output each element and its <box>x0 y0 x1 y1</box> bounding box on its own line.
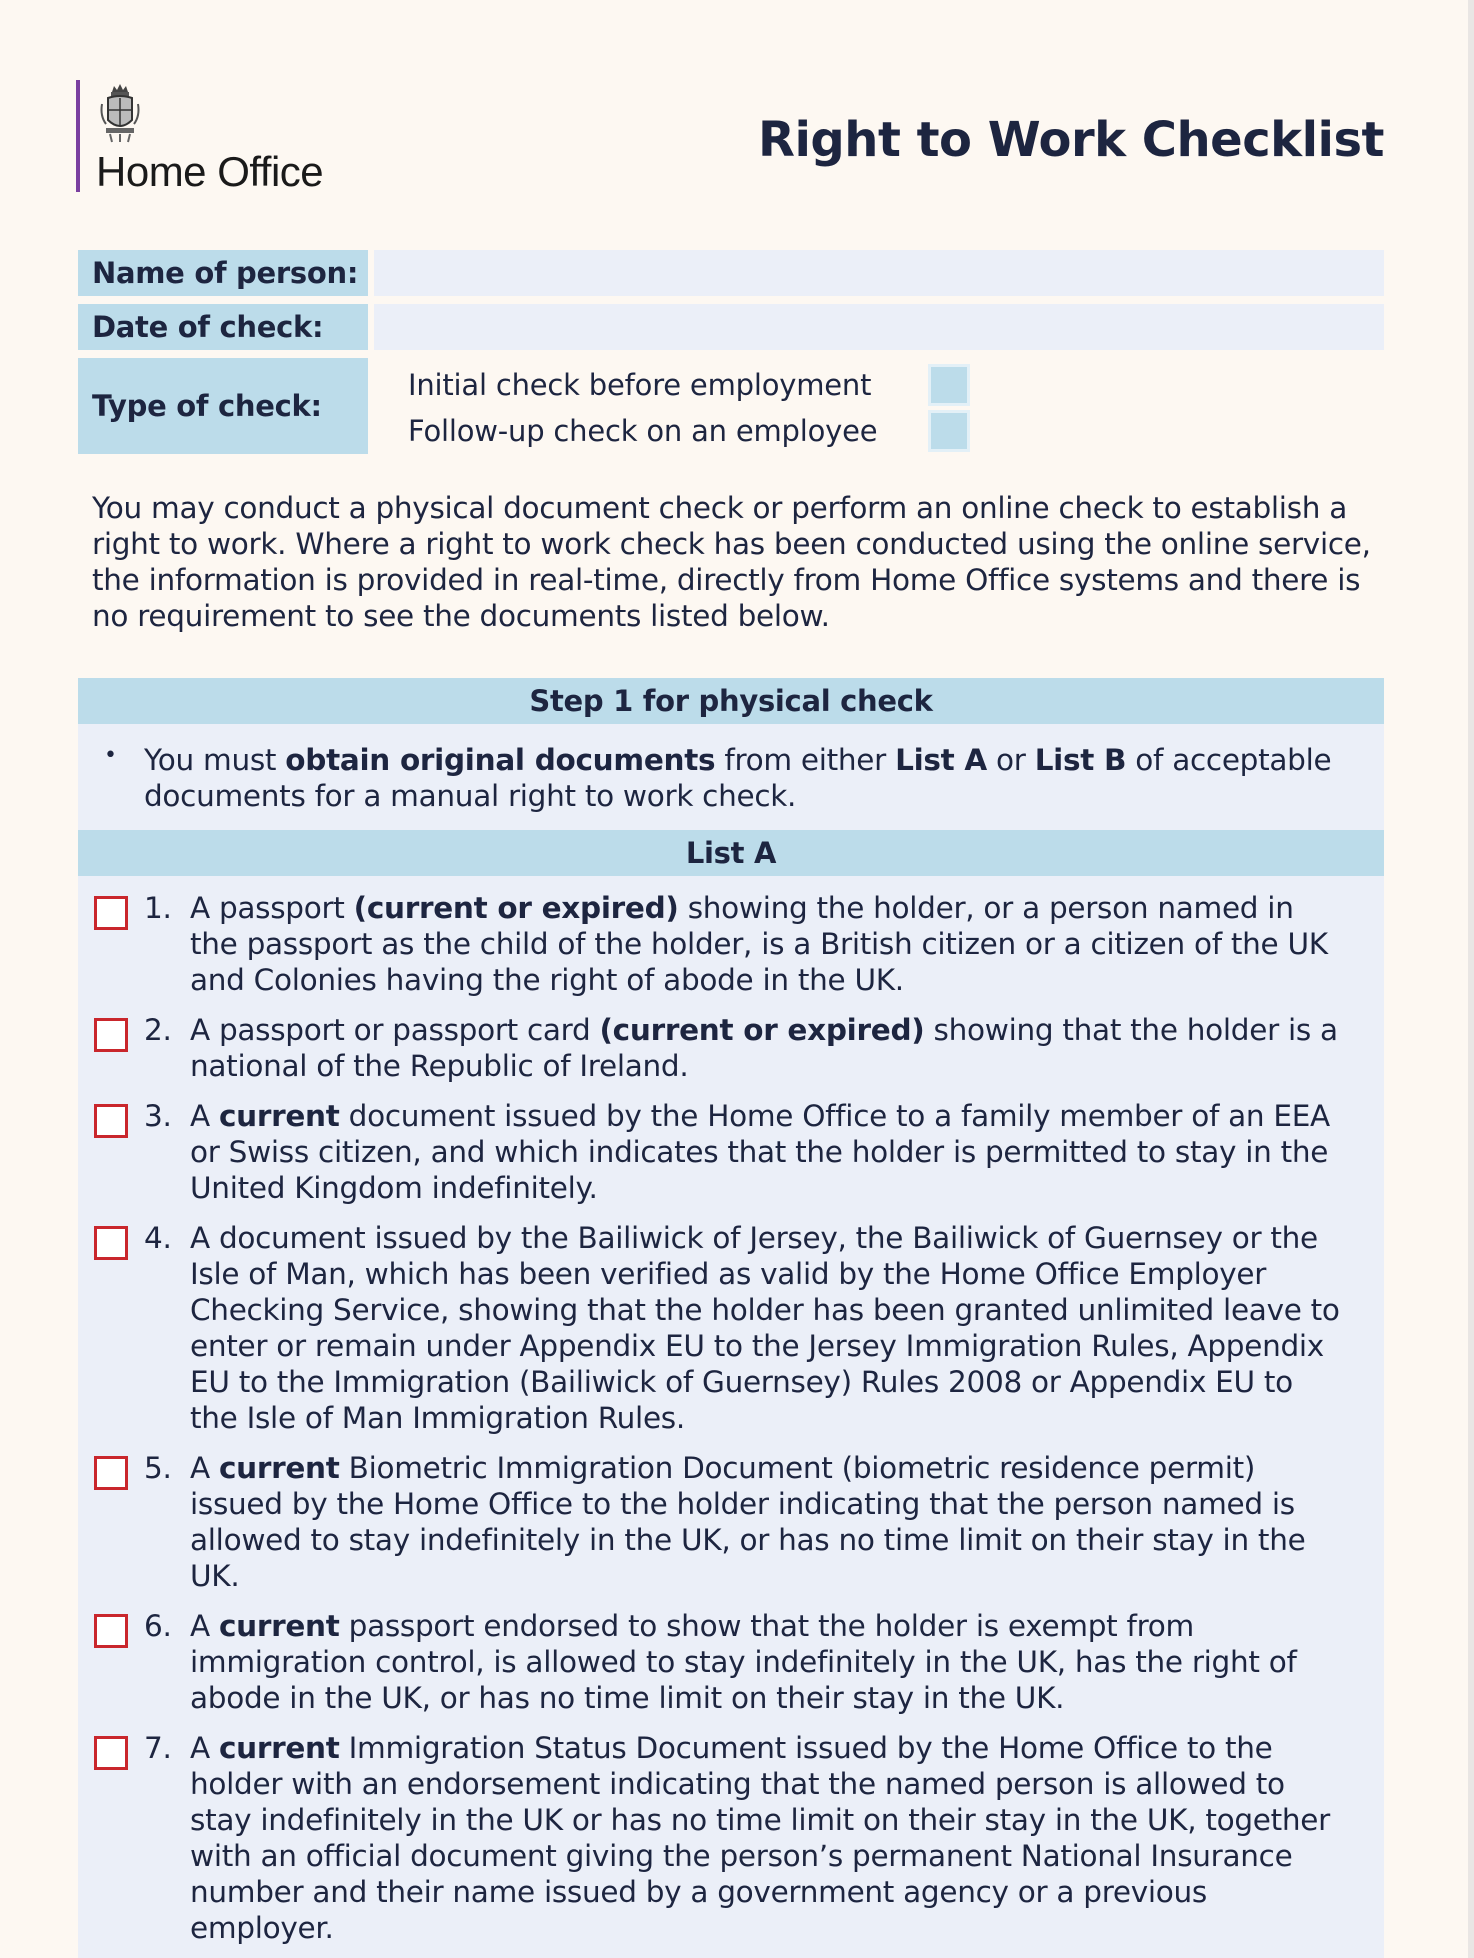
step1-text: You must obtain original documents from either List A or List B of acceptable documents for a manual right to work check. <box>144 743 1332 813</box>
name-row <box>78 250 1384 296</box>
type-option-followup <box>408 408 970 454</box>
checkbox-icon[interactable] <box>94 1226 128 1260</box>
checklist-panel <box>78 678 1384 1958</box>
intro-paragraph: You may conduct a physical document check or perform an online check to establish a right to work. Where a right to work check has been conducted using the online service, the information is provided in real-time, directly from Home Office systems and there is no requirement to see the documents listed below. <box>92 491 1371 633</box>
step1-heading: Step 1 for physical check <box>78 678 1384 724</box>
org-name: Home Office <box>96 148 324 195</box>
type-row <box>78 358 1384 454</box>
royal-crest-icon <box>98 82 142 146</box>
name-field[interactable] <box>374 250 1384 296</box>
item-number: 2. <box>144 1013 172 1047</box>
type-options <box>374 358 970 454</box>
list-item: 2. A passport or passport card (current or expired) showing that the holder is a national of the Republic of Ireland. <box>78 1012 1384 1084</box>
item-number: 3. <box>144 1099 172 1133</box>
item-number: 1. <box>144 891 172 925</box>
item-number: 7. <box>144 1731 172 1765</box>
name-label: Name of person: <box>78 250 368 296</box>
list-item: 5. A current Biometric Immigration Document (biometric residence permit) issued by the Home Office to the holder indicating that the person named is allowed to stay indefinitely in the UK, or has no time limit on their stay in the UK. <box>78 1450 1384 1594</box>
list-item: 3. A current document issued by the Home Office to a family member of an EEA or Swiss citizen, and which indicates that the holder is permitted to stay in the United Kingdom indefinitely. <box>78 1098 1384 1206</box>
list-a-heading: List A <box>78 830 1384 876</box>
page-title: Right to Work Checklist <box>758 112 1384 168</box>
checkbox-icon[interactable] <box>94 896 128 930</box>
home-office-logo <box>76 80 376 195</box>
followup-check-checkbox[interactable] <box>928 410 970 452</box>
checkbox-icon[interactable] <box>94 1018 128 1052</box>
list-item: 7. A current Immigration Status Document issued by the Home Office to the holder with an endorsement indicating that the named person is allowed to stay indefinitely in the UK or has no time limit on their stay in the UK, together with an official document giving the person’s permanent National Insurance number and their name issued by a government agency or a previous employer. <box>78 1730 1384 1946</box>
bullet-icon: • <box>104 743 117 768</box>
checkbox-icon[interactable] <box>94 1456 128 1490</box>
type-option-label: Initial check before employment <box>408 368 872 402</box>
checkbox-icon[interactable] <box>94 1736 128 1770</box>
list-a-items <box>78 876 1384 1946</box>
date-field[interactable] <box>374 304 1384 350</box>
list-item: 6. A current passport endorsed to show that the holder is exempt from immigration control, is allowed to stay indefinitely in the UK, has the right of abode in the UK, or has no time limit on their stay in the UK. <box>78 1608 1384 1716</box>
list-item: 4. A document issued by the Bailiwick of Jersey, the Bailiwick of Guernsey or the Isle of Man, which has been verified as valid by the Home Office Employer Checking Service, showing that the holder has been granted unlimited leave to enter or remain under Appendix EU to the Jersey Immigration Rules, Appendix EU to the Immigration (Bailiwick of Guernsey) Rules 2008 or Appendix EU to the Isle of Man Immigration Rules. <box>78 1220 1384 1436</box>
date-label: Date of check: <box>78 304 368 350</box>
logo-bar <box>76 80 80 192</box>
type-option-initial <box>408 362 970 408</box>
person-info-table <box>78 250 1384 462</box>
type-label: Type of check: <box>78 358 368 454</box>
list-item: 1. A passport (current or expired) showing the holder, or a person named in the passport as the child of the holder, is a British citizen or a citizen of the UK and Colonies having the right of abode in the UK. <box>78 890 1384 998</box>
step1-body <box>78 724 1384 830</box>
checkbox-icon[interactable] <box>94 1614 128 1648</box>
item-number: 6. <box>144 1609 172 1643</box>
page-edge <box>1468 0 1474 1958</box>
date-row <box>78 304 1384 350</box>
checkbox-icon[interactable] <box>94 1104 128 1138</box>
type-option-label: Follow-up check on an employee <box>408 414 878 448</box>
item-number: 5. <box>144 1451 172 1485</box>
item-number: 4. <box>144 1221 172 1255</box>
initial-check-checkbox[interactable] <box>928 364 970 406</box>
